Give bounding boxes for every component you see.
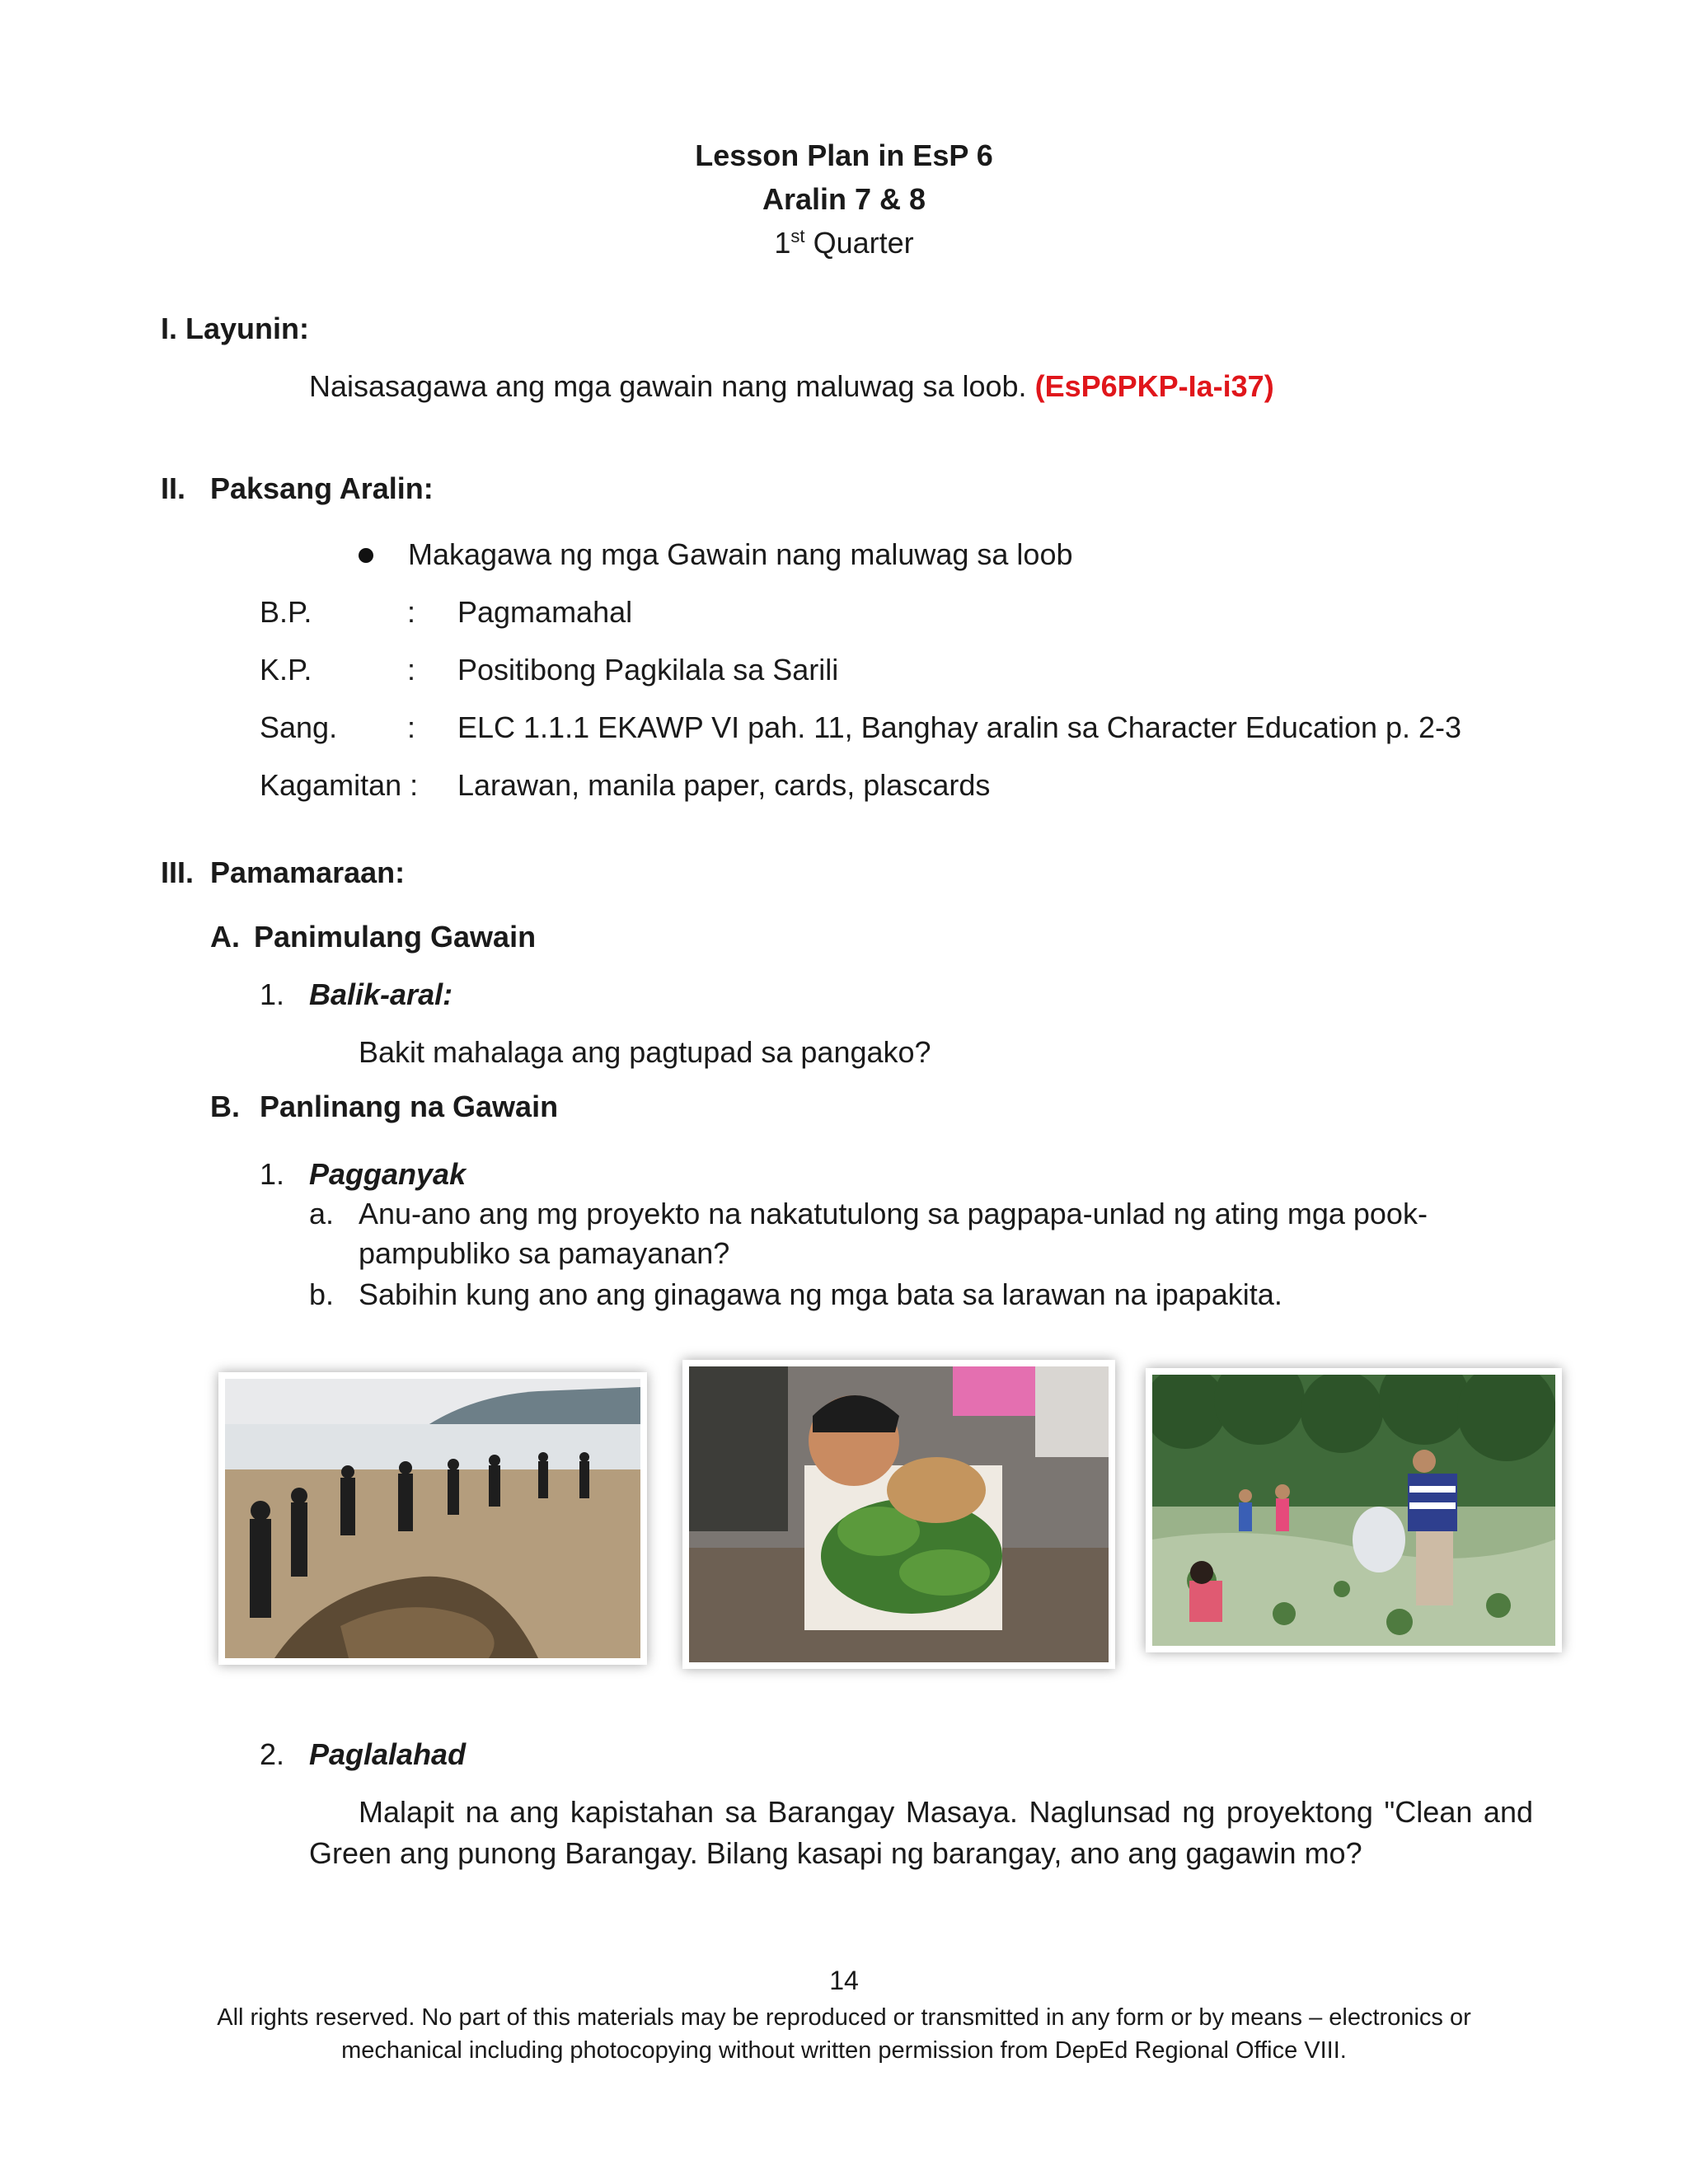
- paglalahad-number: 2.: [260, 1737, 285, 1771]
- sub-item-b-letter: b.: [309, 1277, 335, 1311]
- part-a-title: Panimulang Gawain: [254, 920, 537, 954]
- document-title: Lesson Plan in EsP 6: [695, 138, 993, 172]
- row-label-sang: Sang.: [260, 710, 338, 744]
- bullet-icon: [359, 548, 373, 563]
- paglalahad-line1: Malapit na ang kapistahan sa Barangay Masaya. Naglunsad ng proyektong "Clean and: [359, 1795, 1533, 1829]
- lesson-subtitle: Aralin 7 & 8: [762, 182, 926, 216]
- sub-item-a-line2: pampubliko sa pamayanan?: [359, 1236, 730, 1270]
- quarter-label: 1st Quarter: [774, 226, 914, 260]
- part-b-title: Panlinang na Gawain: [260, 1090, 559, 1123]
- pagganyak-number: 1.: [260, 1157, 285, 1191]
- pagganyak-title: Pagganyak: [309, 1157, 467, 1191]
- section-heading-paksang-aralin: Paksang Aralin:: [210, 471, 434, 505]
- field-cleanup-photo: [1146, 1368, 1562, 1652]
- competency-code: (EsP6PKP-Ia-i37): [1034, 369, 1274, 403]
- child-planting-photo: [682, 1360, 1115, 1669]
- beach-cleanup-photo: [218, 1372, 647, 1665]
- section-heading-pamamaraan: Pamamaraan:: [210, 855, 406, 889]
- page-number: 14: [829, 1966, 859, 1995]
- section-number-iii: III.: [161, 855, 195, 889]
- sub-item-a-letter: a.: [309, 1197, 335, 1230]
- copyright-line2: mechanical including photocopying without written permission from DepEd Regional Office VIII.: [341, 2037, 1347, 2064]
- row-label-kp: K.P.: [260, 653, 312, 687]
- row-value-sang: ELC 1.1.1 EKAWP VI pah. 11, Banghay aralin sa Character Education p. 2-3: [457, 710, 1462, 744]
- section-heading-layunin: I. Layunin:: [161, 312, 309, 345]
- sub-item-a-line1: Anu-ano ang mg proyekto na nakatutulong sa pagpapa-unlad ng ating mga pook-: [359, 1197, 1428, 1230]
- row-colon-sang: :: [407, 710, 416, 744]
- part-b-letter: B.: [210, 1090, 240, 1123]
- row-value-kp: Positibong Pagkilala sa Sarili: [457, 653, 839, 687]
- row-value-bp: Pagmamahal: [457, 595, 633, 629]
- paglalahad-title: Paglalahad: [309, 1737, 467, 1771]
- balik-aral-title: Balik-aral:: [309, 977, 453, 1011]
- row-label-bp: B.P.: [260, 595, 312, 629]
- paglalahad-line2: Green ang punong Barangay. Bilang kasapi ng barangay, ano ang gagawin mo?: [309, 1836, 1362, 1870]
- sub-item-b-text: Sabihin kung ano ang ginagawa ng mga bata sa larawan na ipapakita.: [359, 1277, 1282, 1311]
- copyright-line1: All rights reserved. No part of this materials may be reproduced or transmitted in any form or by means – electronics or: [217, 2004, 1471, 2031]
- part-a-letter: A.: [210, 920, 240, 954]
- balik-aral-question: Bakit mahalaga ang pagtupad sa pangako?: [359, 1035, 931, 1069]
- section-number-ii: II.: [161, 471, 186, 505]
- row-colon-kp: :: [407, 653, 416, 687]
- row-value-kagamitan: Larawan, manila paper, cards, plascards: [457, 768, 991, 802]
- objective-text: Naisasagawa ang mga gawain nang maluwag sa loob. (EsP6PKP-Ia-i37): [309, 369, 1274, 403]
- topic-bullet-text: Makagawa ng mga Gawain nang maluwag sa loob: [408, 537, 1073, 571]
- balik-aral-number: 1.: [260, 977, 285, 1011]
- row-label-kagamitan: Kagamitan :: [260, 768, 419, 802]
- row-colon-bp: :: [407, 595, 416, 629]
